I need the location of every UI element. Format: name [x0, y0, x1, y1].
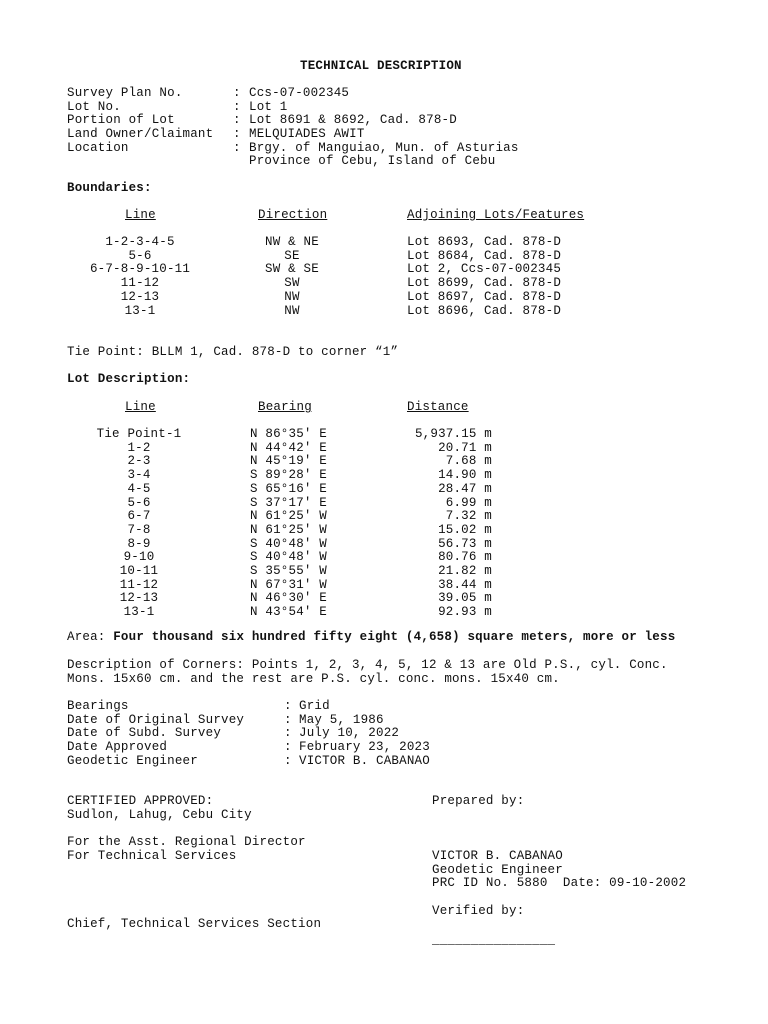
tie-point-text: Tie Point: BLLM 1, Cad. 878-D to corner “1”: [67, 345, 399, 359]
table-row-line: 12-13: [119, 591, 159, 606]
table-row-distance: 38.44 m: [438, 577, 492, 592]
table-row-distance: 56.73 m: [438, 536, 492, 551]
header-colon: :: [233, 127, 241, 142]
table-row-distance: 92.93 m: [438, 605, 492, 620]
survey-info-value: VICTOR B. CABANAO: [299, 753, 430, 768]
table-row-bearing: N 67°31' W: [250, 577, 328, 592]
table-row-bearing: N 61°25' W: [250, 522, 328, 537]
prc-id-line: PRC ID No. 5880 Date: 09-10-2002: [432, 876, 687, 890]
boundaries-col-adjoining: Adjoining Lots/Features: [407, 208, 585, 222]
survey-info-colon: :: [284, 740, 292, 755]
table-row-adjoining: Lot 8693, Cad. 878-D: [407, 235, 562, 249]
table-row-bearing: S 40°48' W: [250, 550, 328, 565]
header-value: Lot 1: [249, 99, 288, 114]
table-row-distance: 28.47 m: [438, 481, 492, 496]
lot-description-heading: Lot Description:: [67, 372, 191, 386]
table-row-bearing: S 65°16' E: [250, 481, 328, 496]
table-row-direction: NW: [284, 289, 300, 304]
survey-info-value: Grid: [299, 699, 330, 713]
table-row-line: 1-2-3-4-5: [105, 235, 175, 249]
table-row-line: 1-2: [127, 440, 151, 455]
header-value: Ccs-07-002345: [249, 86, 350, 100]
table-row-line: 5-6: [128, 248, 152, 263]
area-line: [67, 631, 675, 645]
engineer-name: VICTOR B. CABANAO: [432, 849, 563, 863]
header-colon: :: [233, 140, 241, 155]
header-label: Lot No.: [67, 99, 121, 114]
header-colon: :: [233, 86, 241, 100]
chief-title: Chief, Technical Services Section: [67, 917, 322, 931]
table-row-bearing: N 45°19' E: [250, 454, 328, 469]
table-row-bearing: N 46°30' E: [250, 591, 328, 606]
table-row-bearing: S 40°48' W: [250, 536, 328, 551]
table-row-bearing: N 86°35' E: [250, 427, 328, 441]
table-row-bearing: N 44°42' E: [250, 440, 328, 455]
survey-info-label: Bearings: [67, 699, 129, 713]
survey-info-value: July 10, 2022: [299, 726, 400, 741]
table-row-distance: 7.68 m: [445, 454, 492, 469]
for-services-line: For Technical Services: [67, 849, 237, 863]
header-colon: :: [233, 113, 241, 128]
table-row-distance: 80.76 m: [438, 550, 492, 565]
signature-line: ________________: [432, 933, 556, 947]
header-label: Location: [67, 140, 129, 155]
table-row-line: 2-3: [127, 454, 151, 469]
survey-info-colon: :: [284, 712, 292, 727]
table-row-bearing: S 35°55' W: [250, 564, 328, 578]
table-row-distance: 14.90 m: [438, 468, 492, 483]
table-row-distance: 5,937.15 m: [414, 427, 492, 441]
prepared-by-label: Prepared by:: [432, 794, 525, 808]
survey-info-colon: :: [284, 753, 292, 768]
table-row-line: 5-6: [127, 495, 151, 510]
survey-info-value: February 23, 2023: [299, 740, 430, 755]
table-row-direction: NW: [284, 303, 300, 318]
table-row-distance: 6.99 m: [445, 495, 492, 510]
header-value: Brgy. of Manguiao, Mun. of Asturias: [249, 140, 519, 155]
table-row-adjoining: Lot 8699, Cad. 878-D: [407, 276, 562, 291]
header-label: Land Owner/Claimant: [67, 127, 214, 142]
survey-info-label: Date of Original Survey: [67, 712, 245, 727]
table-row-adjoining: Lot 8697, Cad. 878-D: [407, 289, 562, 304]
engineer-title: Geodetic Engineer: [432, 863, 563, 877]
table-row-bearing: S 89°28' E: [250, 468, 328, 483]
table-row-direction: NW & NE: [265, 235, 319, 249]
lot-col-distance: Distance: [407, 400, 469, 414]
table-row-line: 11-12: [120, 276, 160, 291]
table-row-line: Tie Point-1: [96, 427, 182, 441]
table-row-adjoining: Lot 8684, Cad. 878-D: [407, 248, 562, 263]
document-title: TECHNICAL DESCRIPTION: [300, 59, 462, 73]
header-value: Lot 8691 & 8692, Cad. 878-D: [249, 113, 457, 128]
survey-info-value: May 5, 1986: [299, 712, 384, 727]
table-row-line: 4-5: [127, 481, 151, 496]
table-row-line: 7-8: [127, 522, 151, 537]
table-row-adjoining: Lot 2, Ccs-07-002345: [407, 262, 562, 277]
table-row-line: 13-1: [123, 605, 155, 620]
table-row-distance: 39.05 m: [438, 591, 492, 606]
table-row-line: 3-4: [127, 468, 151, 483]
lot-col-bearing: Bearing: [258, 400, 312, 414]
for-director-line: For the Asst. Regional Director: [67, 835, 306, 849]
survey-info-label: Geodetic Engineer: [67, 753, 198, 768]
header-label: Portion of Lot: [67, 113, 175, 128]
table-row-bearing: N 43°54' E: [250, 605, 328, 620]
header-label: Survey Plan No.: [67, 86, 183, 100]
table-row-line: 13-1: [124, 303, 156, 318]
survey-info-label: Date Approved: [67, 740, 168, 755]
table-row-line: 8-9: [127, 536, 151, 551]
table-row-line: 6-7-8-9-10-11: [89, 262, 191, 277]
boundaries-col-direction: Direction: [258, 208, 328, 222]
table-row-distance: 7.32 m: [445, 509, 492, 524]
table-row-direction: SW & SE: [265, 262, 319, 277]
table-row-bearing: N 61°25' W: [250, 509, 328, 524]
table-row-bearing: S 37°17' E: [250, 495, 328, 510]
table-row-distance: 20.71 m: [438, 440, 492, 455]
area-label: Area:: [67, 630, 106, 644]
corners-line-1: Description of Corners: Points 1, 2, 3, 4, 5, 12 & 13 are Old P.S., cyl. Conc.: [67, 658, 668, 672]
boundaries-col-line: Line: [125, 208, 156, 222]
table-row-line: 6-7: [127, 509, 151, 524]
table-row-distance: 15.02 m: [438, 522, 492, 537]
location-line-2: Province of Cebu, Island of Cebu: [249, 154, 496, 168]
table-row-direction: SW: [284, 276, 300, 291]
table-row-line: 9-10: [123, 550, 155, 565]
table-row-adjoining: Lot 8696, Cad. 878-D: [407, 303, 562, 318]
boundaries-heading: Boundaries:: [67, 181, 152, 195]
survey-info-colon: :: [284, 726, 292, 741]
table-row-direction: SE: [284, 248, 300, 263]
header-colon: :: [233, 99, 241, 114]
survey-info-colon: :: [284, 699, 292, 713]
corners-line-2: Mons. 15x60 cm. and the rest are P.S. cyl. conc. mons. 15x40 cm.: [67, 672, 560, 686]
office-address: Sudlon, Lahug, Cebu City: [67, 808, 252, 822]
area-value: Four thousand six hundred fifty eight (4,658) square meters, more or less: [113, 630, 676, 644]
verified-by-label: Verified by:: [432, 904, 525, 918]
table-row-line: 12-13: [120, 289, 160, 304]
table-row-line: 11-12: [119, 577, 159, 592]
header-value: MELQUIADES AWIT: [249, 127, 365, 142]
certified-approved-label: CERTIFIED APPROVED:: [67, 794, 214, 808]
survey-info-label: Date of Subd. Survey: [67, 726, 222, 741]
lot-col-line: Line: [125, 400, 156, 414]
table-row-line: 10-11: [119, 564, 159, 578]
table-row-distance: 21.82 m: [438, 564, 492, 578]
